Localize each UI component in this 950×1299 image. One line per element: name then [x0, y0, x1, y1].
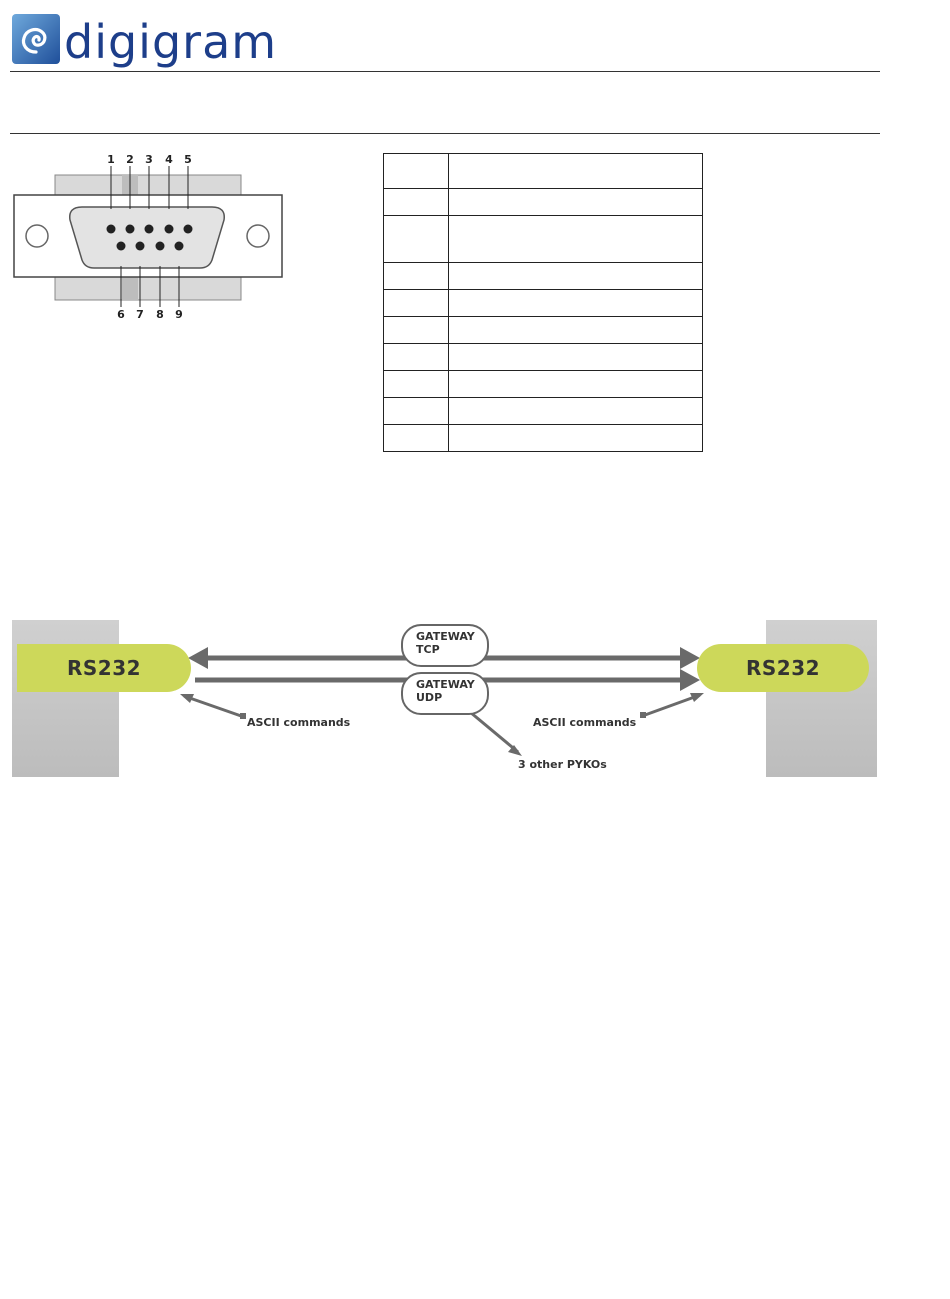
pin-number: 8	[156, 308, 164, 321]
left-ascii-label: ASCII commands	[247, 716, 351, 729]
right-rs232-pill: RS232	[697, 644, 869, 692]
table-row	[384, 216, 703, 263]
table-cell	[384, 189, 449, 216]
gateway-udp-badge	[401, 672, 489, 715]
table-cell	[449, 344, 703, 371]
db9-connector-diagram	[12, 150, 287, 330]
left-rs232-pill: RS232	[17, 644, 191, 692]
gateway-udp-line2: UDP	[416, 691, 443, 704]
pin-number: 6	[117, 308, 125, 321]
table-cell	[449, 398, 703, 425]
pykos-label: 3 other PYKOs	[518, 758, 607, 771]
header-rule	[10, 71, 880, 72]
pin-assignment-table	[383, 153, 703, 452]
table-cell	[449, 263, 703, 290]
table-row	[384, 425, 703, 452]
gateway-tcp-line1: GATEWAY	[416, 630, 475, 643]
table-cell	[384, 317, 449, 344]
table-row	[384, 344, 703, 371]
gateway-tcp-line2: TCP	[416, 643, 440, 656]
pin-number: 4	[165, 153, 173, 166]
table-cell	[449, 216, 703, 263]
table-row	[384, 189, 703, 216]
table-cell	[384, 344, 449, 371]
table-cell	[384, 263, 449, 290]
pin-number: 2	[126, 153, 134, 166]
table-cell	[449, 154, 703, 189]
table-cell	[449, 290, 703, 317]
pin-number: 5	[184, 153, 192, 166]
gateway-tcp-badge	[401, 624, 489, 667]
table-cell	[384, 154, 449, 189]
table-row	[384, 371, 703, 398]
table-row	[384, 398, 703, 425]
table-cell	[384, 371, 449, 398]
right-ascii-label: ASCII commands	[533, 716, 637, 729]
pin-number: 7	[136, 308, 144, 321]
table-cell	[384, 290, 449, 317]
table-cell	[449, 317, 703, 344]
table-cell	[449, 189, 703, 216]
digigram-logo-icon	[12, 14, 60, 64]
table-header-row	[384, 154, 703, 189]
table-cell	[384, 425, 449, 452]
table-row	[384, 290, 703, 317]
table-cell	[384, 398, 449, 425]
pin-number: 9	[175, 308, 183, 321]
brand-name: digigram	[64, 15, 278, 69]
gateway-udp-line1: GATEWAY	[416, 678, 475, 691]
table-row	[384, 263, 703, 290]
section-rule	[10, 133, 880, 134]
table-cell	[449, 425, 703, 452]
table-cell	[384, 216, 449, 263]
table-cell	[449, 371, 703, 398]
pin-number: 3	[145, 153, 153, 166]
pin-number: 1	[107, 153, 115, 166]
table-row	[384, 317, 703, 344]
